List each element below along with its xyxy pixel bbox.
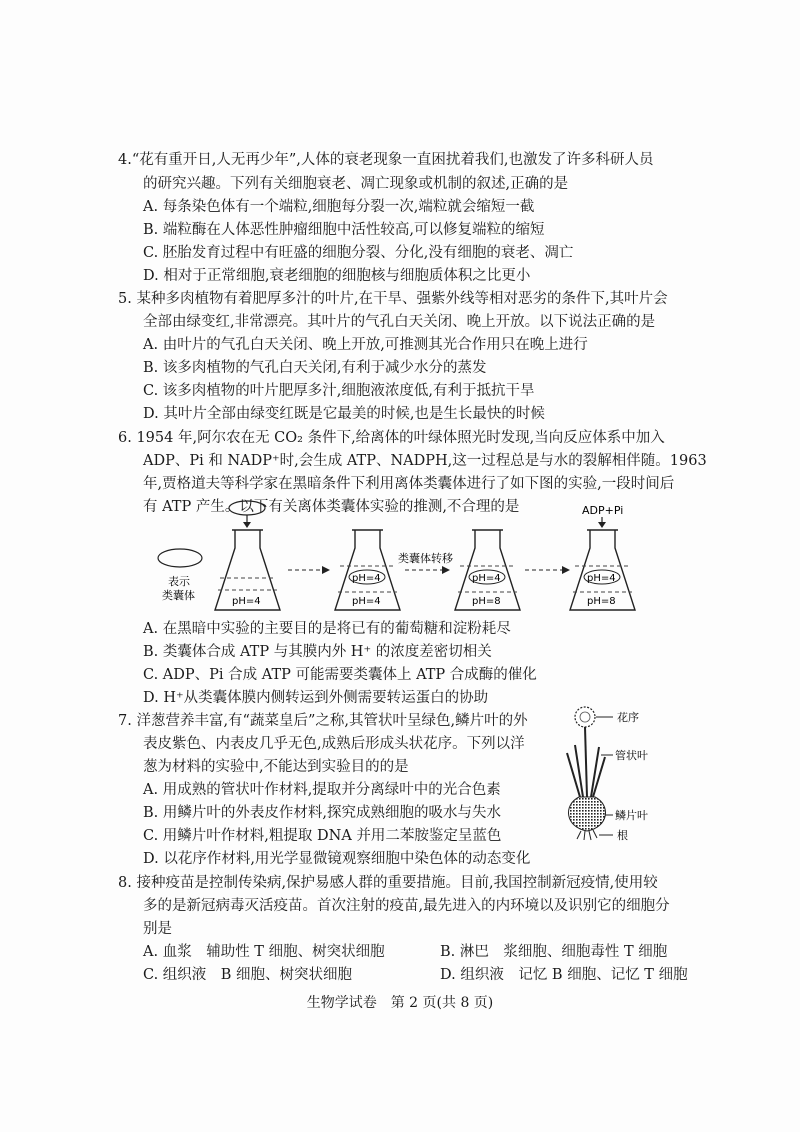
flask-3: [455, 530, 520, 610]
flower-head-icon: [575, 707, 595, 727]
flask-1-ph: pH=4: [232, 596, 261, 607]
adp-pi-label: ADP+Pi: [582, 504, 624, 517]
flask-4-outer-ph: pH=8: [587, 596, 616, 607]
q6-stem-line4: 有 ATP 产生。以下有关离体类囊体实验的推测,不合理的是: [143, 499, 520, 515]
flower-label: 花序: [617, 711, 639, 724]
q5-option-b: B. 该多肉植物的气孔白天关闭,有利于减少水分的蒸发: [143, 360, 487, 376]
q4-stem-line2: 的研究兴趣。下列有关细胞衰老、凋亡现象或机制的叙述,正确的是: [143, 176, 569, 192]
q4-option-d: D. 相对于正常细胞,衰老细胞的细胞核与细胞质体积之比更小: [143, 268, 531, 284]
q5-stem-line2: 全部由绿变红,非常漂亮。其叶片的气孔白天关闭、晚上开放。以下说法正确的是: [143, 314, 656, 330]
page-footer: 生物学试卷 第 2 页(共 8 页): [306, 995, 494, 1011]
q6-stem-line2: ADP、Pi 和 NADP⁺时,会生成 ATP、NADPH,这一过程总是与水的裂解相伴随。1963: [143, 453, 707, 469]
q5-option-d: D. 其叶片全部由绿变红既是它最美的时候,也是生长最快的时候: [143, 406, 545, 422]
flask-4: [570, 530, 635, 610]
transfer-label: 类囊体转移: [398, 552, 453, 565]
q6-option-a: A. 在黑暗中实验的主要目的是将已有的葡萄糖和淀粉耗尽: [143, 621, 511, 637]
bulb-icon: [569, 797, 606, 831]
flask-2-outer-ph: pH=4: [352, 596, 381, 607]
thylakoid-experiment-figure: [150, 500, 650, 615]
tube-leaf-label: 管状叶: [615, 749, 648, 762]
q8-option-b: B. 淋巴 浆细胞、细胞毒性 T 细胞: [440, 944, 668, 960]
q8-stem-line3: 别是: [143, 921, 172, 937]
flask-2: [335, 530, 400, 610]
q4-option-b: B. 端粒酶在人体恶性肿瘤细胞中活性较高,可以修复端粒的缩短: [143, 222, 545, 238]
q6-option-b: B. 类囊体合成 ATP 与其膜内外 H⁺ 的浓度差密切相关: [143, 644, 492, 660]
q7-option-c: C. 用鳞片叶作材料,粗提取 DNA 并用二苯胺鉴定呈蓝色: [143, 828, 502, 844]
q7-stem-line2: 表皮紫色、内表皮几乎无色,成熟后形成头状花序。下列以洋: [143, 736, 525, 752]
q7-option-a: A. 用成熟的管状叶作材料,提取并分离绿叶中的光合色素: [143, 782, 501, 798]
thylakoid-legend-icon: [158, 549, 202, 567]
q8-stem-line1: 8. 接种疫苗是控制传染病,保护易感人群的重要措施。目前,我国控制新冠疫情,使用较: [118, 875, 658, 891]
q8-option-d: D. 组织液 记忆 B 细胞、记忆 T 细胞: [440, 967, 688, 983]
flask-4-inner-ph: pH=4: [587, 573, 616, 584]
flask-3-inner-ph: pH=4: [472, 573, 501, 584]
q8-option-a: A. 血浆 辅助性 T 细胞、树突状细胞: [143, 944, 385, 960]
q7-option-b: B. 用鳞片叶的外表皮作材料,探究成熟细胞的吸水与失水: [143, 805, 501, 821]
thylakoid-added-icon: [229, 501, 265, 515]
q4-option-c: C. 胚胎发育过程中有旺盛的细胞分裂、分化,没有细胞的衰老、凋亡: [143, 245, 574, 261]
q5-option-a: A. 由叶片的气孔白天关闭、晚上开放,可推测其光合作用只在晚上进行: [143, 337, 588, 353]
onion-figure: [555, 705, 675, 845]
q4-option-a: A. 每条染色体有一个端粒,细胞每分裂一次,端粒就会缩短一截: [143, 199, 535, 215]
q4-stem-line1: 4.“花有重开日,人无再少年”,人体的衰老现象一直困扰着我们,也激发了许多科研人员: [118, 152, 654, 168]
q6-option-d: D. H⁺从类囊体膜内侧转运到外侧需要转运蛋白的协助: [143, 690, 489, 706]
q6-stem-line3: 年,贾格道夫等科学家在黑暗条件下利用离体类囊体进行了如下图的实验,一段时间后: [143, 476, 675, 492]
q8-stem-line2: 多的是新冠病毒灭活疫苗。首次注射的疫苗,最先进入的内环境以及识别它的细胞分: [143, 898, 670, 914]
q5-option-c: C. 该多肉植物的叶片肥厚多汁,细胞液浓度低,有利于抵抗干旱: [143, 383, 535, 399]
flask-3-outer-ph: pH=8: [472, 596, 501, 607]
scale-leaf-label: 鳞片叶: [615, 809, 648, 822]
q5-stem-line1: 5. 某种多肉植物有着肥厚多汁的叶片,在干旱、强紫外线等相对恶劣的条件下,其叶片会: [118, 291, 668, 307]
flask-2-inner-ph: pH=4: [352, 573, 381, 584]
flask-1: [215, 530, 280, 610]
q8-option-c: C. 组织液 B 细胞、树突状细胞: [143, 967, 353, 983]
q7-option-d: D. 以花序作材料,用光学显微镜观察细胞中染色体的动态变化: [143, 851, 531, 867]
legend-label-1: 表示: [168, 575, 190, 588]
legend-label-2: 类囊体: [162, 589, 195, 602]
q7-stem-line3: 葱为材料的实验中,不能达到实验目的的是: [143, 759, 409, 775]
q7-stem-line1: 7. 洋葱营养丰富,有“蔬菜皇后”之称,其管状叶呈绿色,鳞片叶的外: [118, 713, 528, 729]
root-label: 根: [617, 829, 628, 842]
q6-stem-line1: 6. 1954 年,阿尔农在无 CO₂ 条件下,给离体的叶绿体照光时发现,当向反应体系中加入: [118, 430, 665, 446]
q6-option-c: C. ADP、Pi 合成 ATP 可能需要类囊体上 ATP 合成酶的催化: [143, 667, 537, 683]
